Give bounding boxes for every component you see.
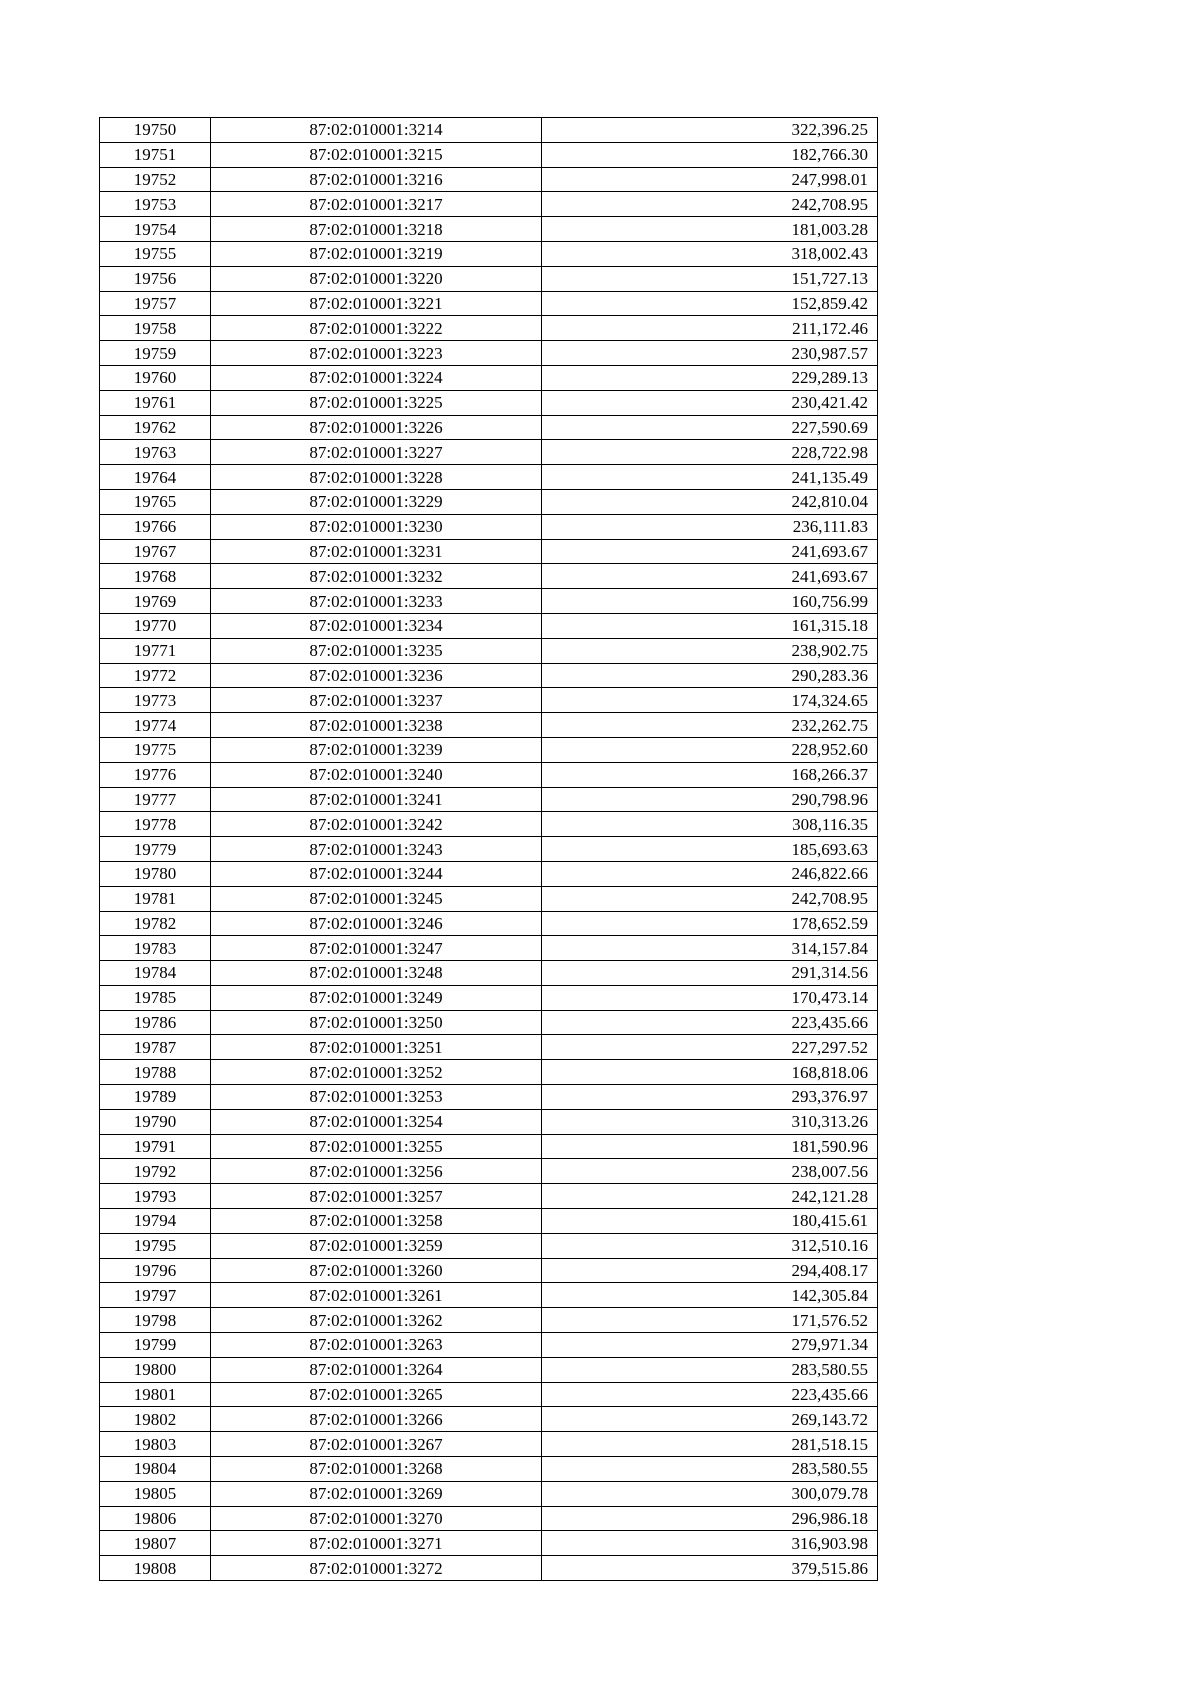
table-row xyxy=(100,1258,878,1283)
cadastral-number-cell: 87:02:010001:3257 xyxy=(211,1184,542,1209)
table-row xyxy=(100,961,878,986)
row-number-cell: 19805 xyxy=(100,1481,211,1506)
value-cell: 181,003.28 xyxy=(542,217,878,242)
cadastral-number-cell: 87:02:010001:3252 xyxy=(211,1060,542,1085)
row-number-cell: 19794 xyxy=(100,1209,211,1234)
table-row xyxy=(100,1432,878,1457)
row-number-cell: 19763 xyxy=(100,440,211,465)
row-number-cell: 19775 xyxy=(100,737,211,762)
value-cell: 300,079.78 xyxy=(542,1481,878,1506)
value-cell: 168,266.37 xyxy=(542,762,878,787)
row-number-cell: 19792 xyxy=(100,1159,211,1184)
table-row xyxy=(100,266,878,291)
cadastral-number-cell: 87:02:010001:3270 xyxy=(211,1506,542,1531)
row-number-cell: 19799 xyxy=(100,1333,211,1358)
value-cell: 241,693.67 xyxy=(542,539,878,564)
value-cell: 227,297.52 xyxy=(542,1035,878,1060)
row-number-cell: 19772 xyxy=(100,663,211,688)
row-number-cell: 19791 xyxy=(100,1134,211,1159)
row-number-cell: 19752 xyxy=(100,167,211,192)
table-row xyxy=(100,812,878,837)
value-cell: 168,818.06 xyxy=(542,1060,878,1085)
row-number-cell: 19789 xyxy=(100,1085,211,1110)
cadastral-number-cell: 87:02:010001:3219 xyxy=(211,241,542,266)
table-row xyxy=(100,688,878,713)
value-cell: 290,798.96 xyxy=(542,787,878,812)
cadastral-number-cell: 87:02:010001:3239 xyxy=(211,737,542,762)
cadastral-number-cell: 87:02:010001:3220 xyxy=(211,266,542,291)
row-number-cell: 19800 xyxy=(100,1357,211,1382)
value-cell: 294,408.17 xyxy=(542,1258,878,1283)
table-row xyxy=(100,1035,878,1060)
cadastral-number-cell: 87:02:010001:3238 xyxy=(211,713,542,738)
row-number-cell: 19771 xyxy=(100,638,211,663)
row-number-cell: 19755 xyxy=(100,241,211,266)
value-cell: 178,652.59 xyxy=(542,911,878,936)
cadastral-number-cell: 87:02:010001:3263 xyxy=(211,1333,542,1358)
cadastral-number-cell: 87:02:010001:3221 xyxy=(211,291,542,316)
row-number-cell: 19750 xyxy=(100,118,211,143)
table-row xyxy=(100,1085,878,1110)
table-row xyxy=(100,861,878,886)
cadastral-number-cell: 87:02:010001:3268 xyxy=(211,1457,542,1482)
value-cell: 310,313.26 xyxy=(542,1109,878,1134)
table-row xyxy=(100,1209,878,1234)
value-cell: 174,324.65 xyxy=(542,688,878,713)
row-number-cell: 19776 xyxy=(100,762,211,787)
value-cell: 151,727.13 xyxy=(542,266,878,291)
value-cell: 296,986.18 xyxy=(542,1506,878,1531)
table-row xyxy=(100,118,878,143)
value-cell: 279,971.34 xyxy=(542,1333,878,1358)
table-row xyxy=(100,1506,878,1531)
cadastral-number-cell: 87:02:010001:3218 xyxy=(211,217,542,242)
row-number-cell: 19780 xyxy=(100,861,211,886)
row-number-cell: 19756 xyxy=(100,266,211,291)
table-row xyxy=(100,1357,878,1382)
row-number-cell: 19769 xyxy=(100,589,211,614)
table-row xyxy=(100,1407,878,1432)
row-number-cell: 19770 xyxy=(100,613,211,638)
cadastral-number-cell: 87:02:010001:3240 xyxy=(211,762,542,787)
cadastral-number-cell: 87:02:010001:3251 xyxy=(211,1035,542,1060)
cadastral-number-cell: 87:02:010001:3264 xyxy=(211,1357,542,1382)
cadastral-number-cell: 87:02:010001:3216 xyxy=(211,167,542,192)
cadastral-number-cell: 87:02:010001:3250 xyxy=(211,1010,542,1035)
value-cell: 228,952.60 xyxy=(542,737,878,762)
table-row xyxy=(100,1134,878,1159)
cadastral-number-cell: 87:02:010001:3241 xyxy=(211,787,542,812)
cadastral-number-cell: 87:02:010001:3245 xyxy=(211,886,542,911)
data-table xyxy=(99,117,878,1581)
cadastral-number-cell: 87:02:010001:3271 xyxy=(211,1531,542,1556)
row-number-cell: 19806 xyxy=(100,1506,211,1531)
table-row xyxy=(100,415,878,440)
value-cell: 293,376.97 xyxy=(542,1085,878,1110)
row-number-cell: 19773 xyxy=(100,688,211,713)
cadastral-number-cell: 87:02:010001:3235 xyxy=(211,638,542,663)
row-number-cell: 19785 xyxy=(100,985,211,1010)
row-number-cell: 19759 xyxy=(100,341,211,366)
row-number-cell: 19784 xyxy=(100,961,211,986)
table-row xyxy=(100,1556,878,1581)
value-cell: 318,002.43 xyxy=(542,241,878,266)
row-number-cell: 19788 xyxy=(100,1060,211,1085)
cadastral-number-cell: 87:02:010001:3265 xyxy=(211,1382,542,1407)
table-row xyxy=(100,985,878,1010)
cadastral-number-cell: 87:02:010001:3243 xyxy=(211,837,542,862)
row-number-cell: 19751 xyxy=(100,142,211,167)
value-cell: 312,510.16 xyxy=(542,1233,878,1258)
table-row xyxy=(100,663,878,688)
value-cell: 246,822.66 xyxy=(542,861,878,886)
value-cell: 211,172.46 xyxy=(542,316,878,341)
value-cell: 283,580.55 xyxy=(542,1457,878,1482)
cadastral-number-cell: 87:02:010001:3232 xyxy=(211,564,542,589)
row-number-cell: 19804 xyxy=(100,1457,211,1482)
row-number-cell: 19782 xyxy=(100,911,211,936)
row-number-cell: 19796 xyxy=(100,1258,211,1283)
cadastral-number-cell: 87:02:010001:3254 xyxy=(211,1109,542,1134)
value-cell: 290,283.36 xyxy=(542,663,878,688)
table-row xyxy=(100,1060,878,1085)
value-cell: 242,708.95 xyxy=(542,886,878,911)
row-number-cell: 19807 xyxy=(100,1531,211,1556)
value-cell: 161,315.18 xyxy=(542,613,878,638)
table-row xyxy=(100,564,878,589)
value-cell: 379,515.86 xyxy=(542,1556,878,1581)
row-number-cell: 19761 xyxy=(100,390,211,415)
table-row xyxy=(100,638,878,663)
table-row xyxy=(100,167,878,192)
table-row xyxy=(100,787,878,812)
value-cell: 247,998.01 xyxy=(542,167,878,192)
value-cell: 170,473.14 xyxy=(542,985,878,1010)
cadastral-number-cell: 87:02:010001:3246 xyxy=(211,911,542,936)
cadastral-number-cell: 87:02:010001:3262 xyxy=(211,1308,542,1333)
row-number-cell: 19754 xyxy=(100,217,211,242)
value-cell: 322,396.25 xyxy=(542,118,878,143)
value-cell: 238,902.75 xyxy=(542,638,878,663)
table-row xyxy=(100,613,878,638)
value-cell: 223,435.66 xyxy=(542,1382,878,1407)
cadastral-number-cell: 87:02:010001:3255 xyxy=(211,1134,542,1159)
cadastral-number-cell: 87:02:010001:3248 xyxy=(211,961,542,986)
cadastral-number-cell: 87:02:010001:3237 xyxy=(211,688,542,713)
cadastral-number-cell: 87:02:010001:3222 xyxy=(211,316,542,341)
table-row xyxy=(100,1010,878,1035)
value-cell: 142,305.84 xyxy=(542,1283,878,1308)
value-cell: 232,262.75 xyxy=(542,713,878,738)
table-row xyxy=(100,465,878,490)
value-cell: 314,157.84 xyxy=(542,936,878,961)
row-number-cell: 19793 xyxy=(100,1184,211,1209)
value-cell: 152,859.42 xyxy=(542,291,878,316)
cadastral-number-cell: 87:02:010001:3236 xyxy=(211,663,542,688)
value-cell: 180,415.61 xyxy=(542,1209,878,1234)
value-cell: 182,766.30 xyxy=(542,142,878,167)
row-number-cell: 19797 xyxy=(100,1283,211,1308)
table-row xyxy=(100,1333,878,1358)
row-number-cell: 19764 xyxy=(100,465,211,490)
value-cell: 228,722.98 xyxy=(542,440,878,465)
value-cell: 185,693.63 xyxy=(542,837,878,862)
table-row xyxy=(100,1109,878,1134)
table-row xyxy=(100,192,878,217)
table-row xyxy=(100,341,878,366)
table-row xyxy=(100,713,878,738)
row-number-cell: 19777 xyxy=(100,787,211,812)
cadastral-number-cell: 87:02:010001:3256 xyxy=(211,1159,542,1184)
value-cell: 230,987.57 xyxy=(542,341,878,366)
row-number-cell: 19778 xyxy=(100,812,211,837)
table-row xyxy=(100,911,878,936)
row-number-cell: 19803 xyxy=(100,1432,211,1457)
table-row xyxy=(100,241,878,266)
row-number-cell: 19758 xyxy=(100,316,211,341)
cadastral-number-cell: 87:02:010001:3225 xyxy=(211,390,542,415)
table-row xyxy=(100,390,878,415)
table-row xyxy=(100,316,878,341)
table-row xyxy=(100,291,878,316)
cadastral-number-cell: 87:02:010001:3214 xyxy=(211,118,542,143)
value-cell: 308,116.35 xyxy=(542,812,878,837)
table-row xyxy=(100,1283,878,1308)
table-row xyxy=(100,1382,878,1407)
cadastral-number-cell: 87:02:010001:3231 xyxy=(211,539,542,564)
row-number-cell: 19801 xyxy=(100,1382,211,1407)
cadastral-number-cell: 87:02:010001:3260 xyxy=(211,1258,542,1283)
table-row xyxy=(100,539,878,564)
cadastral-number-cell: 87:02:010001:3269 xyxy=(211,1481,542,1506)
cadastral-number-cell: 87:02:010001:3244 xyxy=(211,861,542,886)
value-cell: 181,590.96 xyxy=(542,1134,878,1159)
row-number-cell: 19765 xyxy=(100,489,211,514)
table-row xyxy=(100,1184,878,1209)
value-cell: 241,135.49 xyxy=(542,465,878,490)
row-number-cell: 19790 xyxy=(100,1109,211,1134)
cadastral-number-cell: 87:02:010001:3242 xyxy=(211,812,542,837)
row-number-cell: 19768 xyxy=(100,564,211,589)
table-row xyxy=(100,142,878,167)
value-cell: 229,289.13 xyxy=(542,365,878,390)
value-cell: 230,421.42 xyxy=(542,390,878,415)
cadastral-number-cell: 87:02:010001:3249 xyxy=(211,985,542,1010)
value-cell: 241,693.67 xyxy=(542,564,878,589)
cadastral-number-cell: 87:02:010001:3261 xyxy=(211,1283,542,1308)
row-number-cell: 19767 xyxy=(100,539,211,564)
table-row xyxy=(100,1531,878,1556)
table-row xyxy=(100,217,878,242)
cadastral-number-cell: 87:02:010001:3217 xyxy=(211,192,542,217)
row-number-cell: 19753 xyxy=(100,192,211,217)
value-cell: 269,143.72 xyxy=(542,1407,878,1432)
value-cell: 242,121.28 xyxy=(542,1184,878,1209)
cadastral-number-cell: 87:02:010001:3259 xyxy=(211,1233,542,1258)
table-row xyxy=(100,886,878,911)
table-row xyxy=(100,1457,878,1482)
row-number-cell: 19783 xyxy=(100,936,211,961)
value-cell: 236,111.83 xyxy=(542,514,878,539)
row-number-cell: 19787 xyxy=(100,1035,211,1060)
cadastral-number-cell: 87:02:010001:3272 xyxy=(211,1556,542,1581)
cadastral-number-cell: 87:02:010001:3223 xyxy=(211,341,542,366)
table-row xyxy=(100,589,878,614)
table-row xyxy=(100,1481,878,1506)
table-row xyxy=(100,1159,878,1184)
value-cell: 283,580.55 xyxy=(542,1357,878,1382)
row-number-cell: 19762 xyxy=(100,415,211,440)
cadastral-number-cell: 87:02:010001:3229 xyxy=(211,489,542,514)
value-cell: 238,007.56 xyxy=(542,1159,878,1184)
table-row xyxy=(100,837,878,862)
cadastral-number-cell: 87:02:010001:3253 xyxy=(211,1085,542,1110)
value-cell: 316,903.98 xyxy=(542,1531,878,1556)
cadastral-number-cell: 87:02:010001:3267 xyxy=(211,1432,542,1457)
row-number-cell: 19757 xyxy=(100,291,211,316)
row-number-cell: 19760 xyxy=(100,365,211,390)
table-row xyxy=(100,514,878,539)
row-number-cell: 19779 xyxy=(100,837,211,862)
cadastral-number-cell: 87:02:010001:3226 xyxy=(211,415,542,440)
row-number-cell: 19798 xyxy=(100,1308,211,1333)
cadastral-number-cell: 87:02:010001:3227 xyxy=(211,440,542,465)
cadastral-number-cell: 87:02:010001:3266 xyxy=(211,1407,542,1432)
row-number-cell: 19795 xyxy=(100,1233,211,1258)
cadastral-number-cell: 87:02:010001:3230 xyxy=(211,514,542,539)
value-cell: 281,518.15 xyxy=(542,1432,878,1457)
row-number-cell: 19808 xyxy=(100,1556,211,1581)
table-row xyxy=(100,1308,878,1333)
table-body xyxy=(100,118,878,1581)
value-cell: 242,708.95 xyxy=(542,192,878,217)
row-number-cell: 19802 xyxy=(100,1407,211,1432)
cadastral-number-cell: 87:02:010001:3247 xyxy=(211,936,542,961)
row-number-cell: 19766 xyxy=(100,514,211,539)
value-cell: 242,810.04 xyxy=(542,489,878,514)
row-number-cell: 19774 xyxy=(100,713,211,738)
table-row xyxy=(100,1233,878,1258)
table-row xyxy=(100,489,878,514)
cadastral-number-cell: 87:02:010001:3233 xyxy=(211,589,542,614)
cadastral-number-cell: 87:02:010001:3258 xyxy=(211,1209,542,1234)
table-row xyxy=(100,440,878,465)
value-cell: 223,435.66 xyxy=(542,1010,878,1035)
table-row xyxy=(100,762,878,787)
value-cell: 171,576.52 xyxy=(542,1308,878,1333)
row-number-cell: 19781 xyxy=(100,886,211,911)
value-cell: 291,314.56 xyxy=(542,961,878,986)
table-row xyxy=(100,936,878,961)
cadastral-number-cell: 87:02:010001:3228 xyxy=(211,465,542,490)
row-number-cell: 19786 xyxy=(100,1010,211,1035)
value-cell: 227,590.69 xyxy=(542,415,878,440)
cadastral-number-cell: 87:02:010001:3224 xyxy=(211,365,542,390)
table-row xyxy=(100,737,878,762)
value-cell: 160,756.99 xyxy=(542,589,878,614)
cadastral-number-cell: 87:02:010001:3234 xyxy=(211,613,542,638)
table-row xyxy=(100,365,878,390)
cadastral-number-cell: 87:02:010001:3215 xyxy=(211,142,542,167)
